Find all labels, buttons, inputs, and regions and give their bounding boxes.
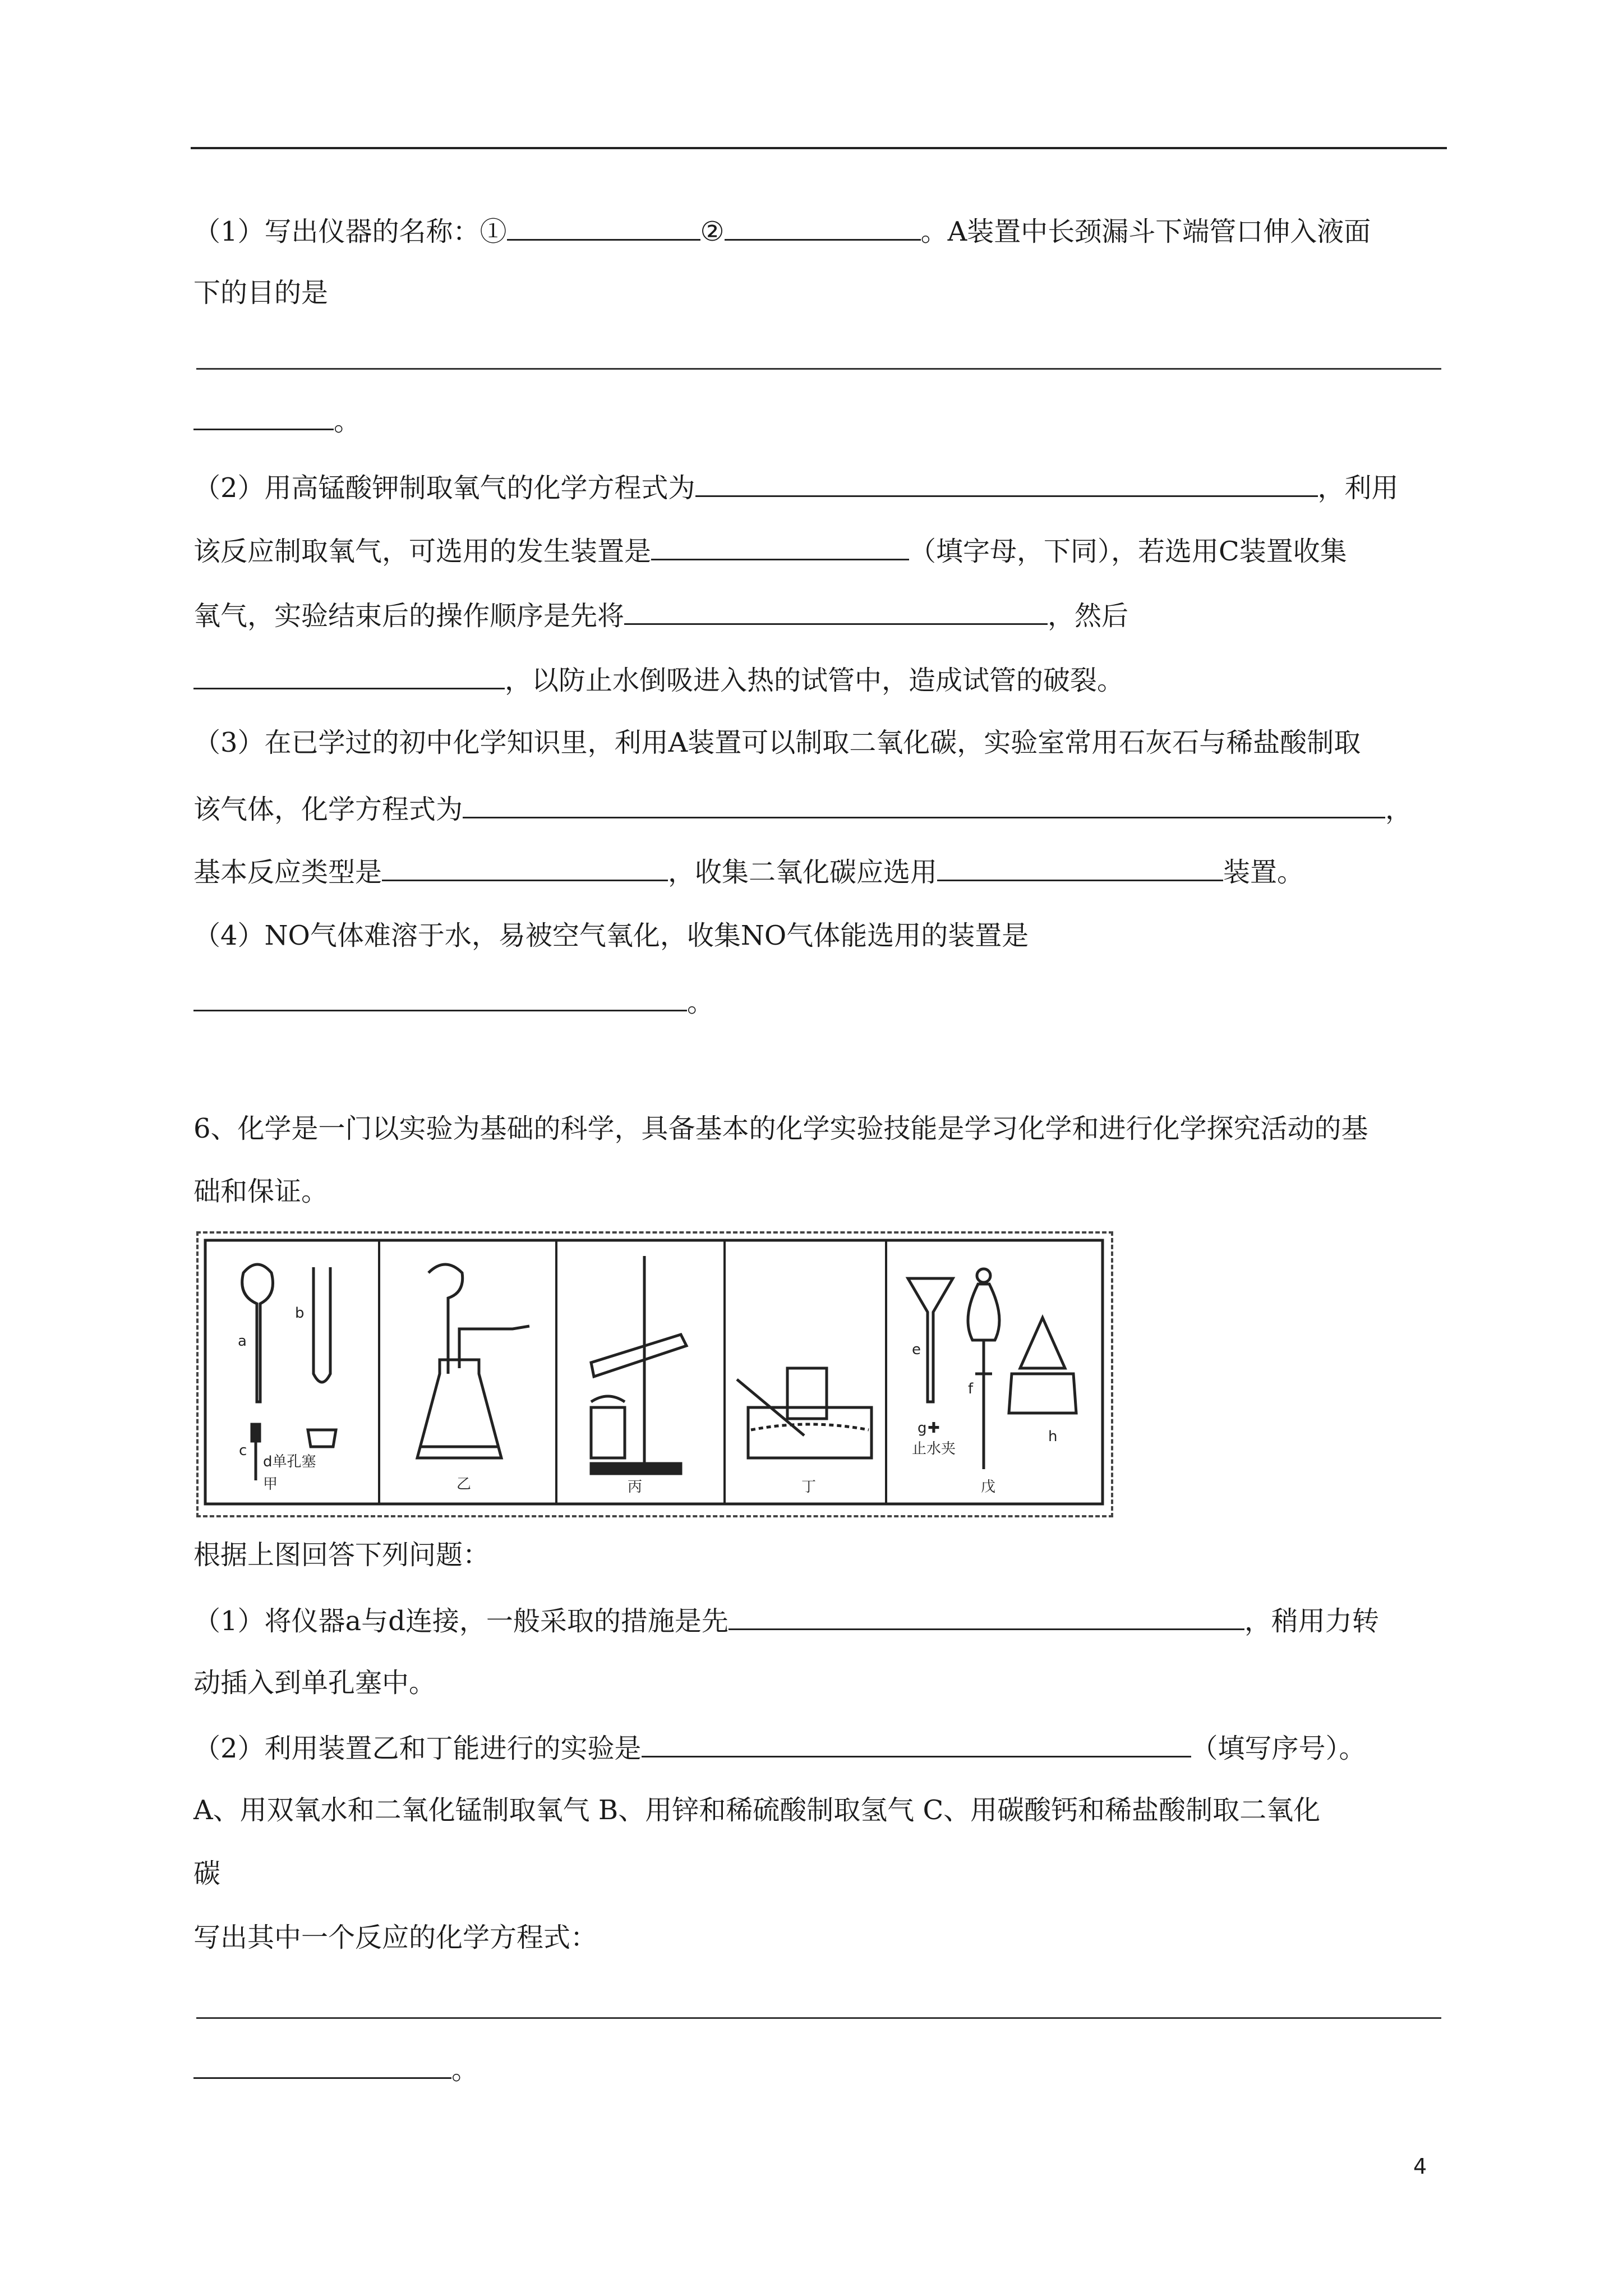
answer-line-purpose[interactable]: [196, 368, 1441, 370]
q5-p2-text-d: （填字母，下同），若选用C装置收集: [909, 536, 1347, 567]
q6-equation-prompt: [193, 1920, 597, 1955]
label-c: c: [239, 1442, 247, 1459]
q5-p3-text-a: （3）在已学过的初中化学知识里，利用A装置可以制取二氧化碳，实验室常用石灰石与稀盐酸制取: [193, 727, 1361, 758]
answer-blank-connect-method[interactable]: [728, 1602, 1244, 1630]
q5-part4-line1: [193, 918, 1029, 954]
q6-instruction-text: 根据上图回答下列问题：: [193, 1539, 490, 1571]
q5-p3-text-f: 装置。: [1223, 857, 1304, 888]
q6-p2-text-b: （填写序号）。: [1191, 1733, 1366, 1764]
water-trough-collection-icon: [737, 1368, 872, 1458]
q6-intro-text-b: 础和保证。: [193, 1176, 329, 1207]
panel-label-4: 丁: [801, 1479, 817, 1496]
period: 。: [451, 2054, 479, 2086]
label-h: h: [1048, 1428, 1058, 1445]
q5-p3-text-e: ，收集二氧化碳应选用: [668, 857, 938, 888]
label-b: b: [295, 1305, 305, 1322]
label-f: f: [968, 1381, 974, 1397]
q6-part2-line1: [193, 1729, 1366, 1766]
q6-instruction: [193, 1537, 490, 1573]
q6-part1-line1: [193, 1602, 1379, 1639]
q5-p2-text-b: ，利用: [1317, 472, 1399, 504]
q5-p2-text-f: ，然后: [1048, 600, 1129, 632]
answer-blank-generator[interactable]: [651, 532, 909, 560]
q5-part3-line3: [193, 853, 1304, 890]
panel-label-1: 甲: [263, 1476, 278, 1493]
q5-part2-line2: [193, 532, 1347, 569]
q5-p1-text-b: ②: [700, 216, 725, 247]
answer-line-equation[interactable]: [196, 2017, 1441, 2019]
label-g: g: [917, 1420, 927, 1437]
q5-p2-text-c: 该反应制取氧气，可选用的发生装置是: [193, 536, 652, 567]
q6-p1-text-c: 动插入到单孔塞中。: [193, 1667, 436, 1699]
q5-part4-line2: [193, 983, 714, 1020]
separatory-funnel-icon: [968, 1269, 999, 1469]
label-e: e: [912, 1341, 921, 1358]
q6-options: [193, 1792, 1320, 1828]
answer-blank-1[interactable]: [507, 212, 700, 241]
q6-intro-text-a: 6、化学是一门以实验为基础的科学，具备基本的化学实验技能是学习化学和进行化学探究活动的基: [193, 1113, 1368, 1144]
answer-blank-first-step[interactable]: [624, 596, 1048, 625]
q6-options-cont-text: 碳: [193, 1858, 221, 1889]
q5-part1-line3: [193, 402, 361, 439]
q5-p3-text-d: 基本反应类型是: [193, 857, 382, 888]
q6-part1-line2: [193, 1665, 436, 1701]
q5-p1-text-a: （1）写出仪器的名称：①: [193, 216, 507, 247]
q5-p4-text-a: （4）NO气体难溶于水，易被空气氧化，收集NO气体能选用的装置是: [193, 920, 1029, 951]
header-rule: [191, 147, 1447, 149]
q6-equation-end: [193, 2050, 478, 2088]
q5-p2-text-e: 氧气，实验结束后的操作顺序是先将: [193, 600, 625, 632]
alcohol-lamp-icon: [1009, 1318, 1076, 1413]
q5-part3-line2: [193, 790, 1412, 827]
apparatus-figure: [196, 1231, 1113, 1517]
one-hole-stopper-icon: [308, 1430, 336, 1447]
long-neck-funnel-icon: [242, 1264, 273, 1402]
label-g-text: 止水夹: [912, 1441, 956, 1457]
label-a: a: [238, 1333, 247, 1350]
q6-p1-text-a: （1）将仪器a与d连接，一般采取的措施是先: [193, 1605, 728, 1637]
answer-blank-co2-collector[interactable]: [937, 853, 1223, 881]
test-tube-icon: [313, 1267, 330, 1382]
q5-part2-line3: [193, 596, 1128, 634]
panel-label-2: 乙: [457, 1476, 472, 1493]
q5-p2-text-a: （2）用高锰酸钾制取氧气的化学方程式为: [193, 472, 695, 504]
q6-p1-text-b: ，稍用力转: [1244, 1605, 1379, 1637]
q5-part3-line1: [193, 725, 1361, 761]
dropper-icon: [252, 1424, 260, 1480]
period: 。: [334, 406, 361, 437]
panel-label-5: 戊: [981, 1479, 996, 1496]
panel-label-3: 丙: [628, 1479, 643, 1496]
q6-equation-prompt-text: 写出其中一个反应的化学方程式：: [193, 1922, 598, 1953]
q6-intro-line2: [193, 1174, 328, 1209]
q6-p2-text-a: （2）利用装置乙和丁能进行的实验是: [193, 1733, 642, 1764]
page-number: 4: [1413, 2154, 1427, 2179]
answer-blank-equation-end[interactable]: [193, 2050, 451, 2079]
q5-part1-line1: [193, 212, 1371, 250]
answer-blank-kmno4-equation[interactable]: [695, 468, 1318, 497]
q5-p3-text-b: 该气体，化学方程式为: [193, 794, 463, 825]
iron-stand-heating-icon: [591, 1256, 686, 1474]
q5-part2-line4: [193, 661, 1124, 698]
answer-blank-2[interactable]: [725, 212, 921, 241]
answer-blank-co2-equation[interactable]: [463, 790, 1385, 818]
q5-p1-text-d: 下的目的是: [193, 277, 329, 309]
clamp-symbol: ✚: [928, 1420, 940, 1437]
q6-options-text: A、用双氧水和二氧化锰制取氧气 B、用锌和稀硫酸制取氢气 C、用碳酸钙和稀盐酸制取二氧化: [193, 1795, 1321, 1826]
period: 。: [687, 987, 714, 1018]
answer-blank-then-step[interactable]: [193, 661, 505, 689]
answer-blank-purpose-end[interactable]: [193, 402, 334, 430]
q6-intro-line1: [193, 1111, 1368, 1147]
funnel-icon: [908, 1278, 953, 1402]
q5-p2-text-g: ，以防止水倒吸进入热的试管中，造成试管的破裂。: [505, 665, 1124, 696]
apparatus-drawing: [199, 1234, 1111, 1515]
conical-flask-apparatus-icon: [417, 1264, 529, 1458]
q5-p1-text-c: 。A装置中长颈漏斗下端管口伸入液面: [920, 216, 1371, 247]
q5-part2-line1: [193, 468, 1399, 506]
answer-blank-reaction-type[interactable]: [382, 853, 668, 881]
answer-blank-no-collector[interactable]: [193, 983, 687, 1011]
q5-p3-text-c: ，: [1385, 794, 1413, 825]
label-d: d单孔塞: [263, 1453, 316, 1470]
answer-blank-experiment-choice[interactable]: [642, 1729, 1191, 1757]
q6-options-cont: [193, 1856, 220, 1892]
q5-part1-line2: [193, 275, 328, 311]
